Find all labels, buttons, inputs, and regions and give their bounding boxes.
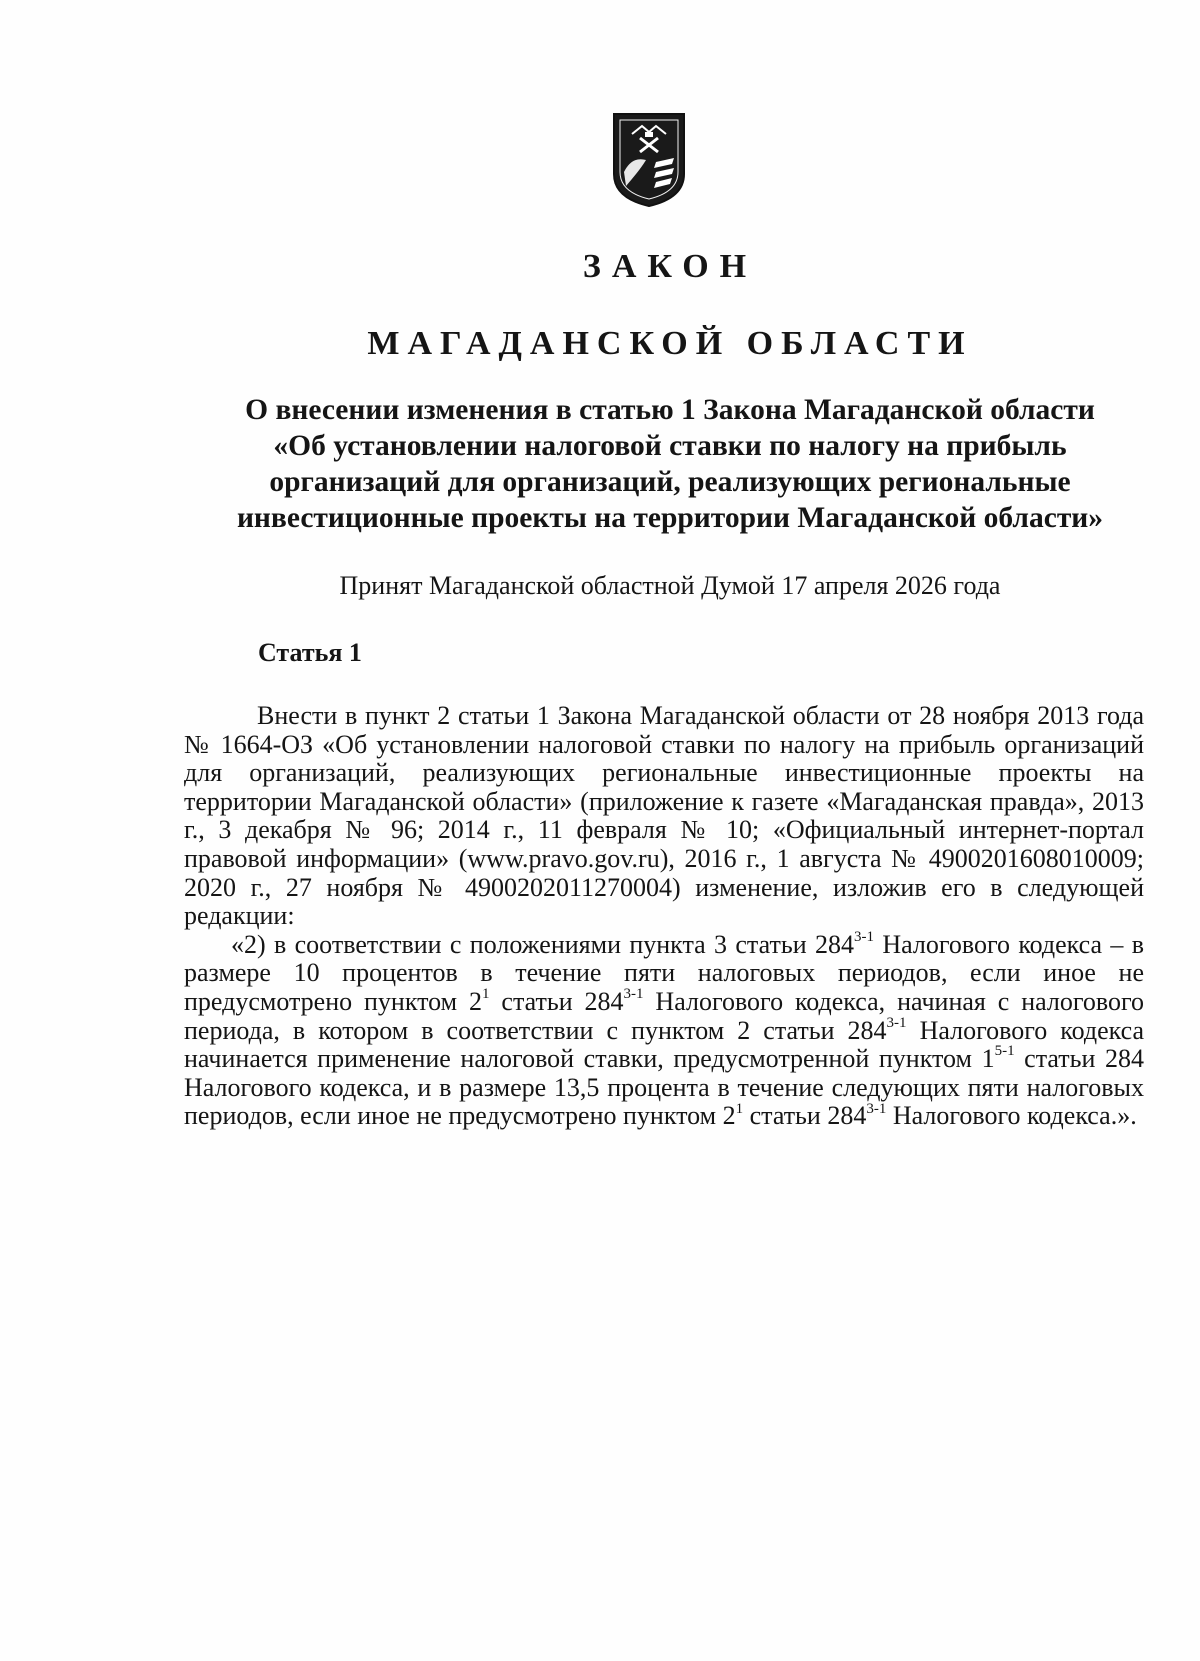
superscript: 3-1 [886, 1014, 907, 1031]
law-word: ЗАКОН [582, 248, 758, 285]
title-line: организаций для организаций, реализующих региональные [269, 466, 1071, 498]
title-line: О внесении изменения в статью 1 Закона Магаданской области [245, 394, 1095, 426]
text-run: Налогового кодекса начинается применение налоговой ставки, предусмотренной пунктом 1 [184, 1015, 1144, 1074]
article-heading: Статья 1 [258, 638, 362, 667]
text-run: статьи 284 [489, 986, 624, 1016]
paragraph-amendment: Внести в пункт 2 статьи 1 Закона Магаданской области от 28 ноября 2013 года № 1664-ОЗ «Об установлении налоговой ставки по налогу на прибыль организаций для организаций, реализующих региональные инвестиционные проекты на территории Магаданской области» (приложение к газете «Магаданская правда», 2013 г., 3 декабря № 96; 2014 г., 11 февраля № 10; «Официальный интернет-портал правовой информации» (www.pravo.gov.ru), 2016 г., 1 августа № 4900201608010009; 2020 г., 27 ноября № 4900202011270004) изменение, изложив его в следующей редакции: [184, 701, 1144, 931]
text-run: Налогового кодекса, начиная с налогового периода, в котором в соответствии с пунктом 2 статьи 284 [184, 986, 1145, 1045]
superscript: 1 [735, 1100, 744, 1117]
adoption-note: Принят Магаданской областной Думой 17 апреля 2026 года [339, 571, 1001, 600]
superscript: 5-1 [994, 1043, 1015, 1060]
title-line: «Об установлении налоговой ставки по налогу на прибыль [273, 430, 1067, 462]
text-run: статьи 284 [743, 1101, 867, 1131]
text-run: статьи 284 Налогового кодекса, и в размере 13,5 процента в течение следующих пяти налоговых периодов, если иное не предусмотрено пунктом 2 [184, 1044, 1144, 1131]
text-run: Налогового кодекса – в размере 10 процентов в течение пяти налоговых периодов, если иное не предусмотрено пунктом 2 [184, 929, 1145, 1016]
text-run: «2) в соответствии с положениями пункта 3 статьи 284 [231, 929, 854, 959]
superscript: 1 [482, 986, 490, 1003]
title-line: инвестиционные проекты на территории Магаданской области» [236, 502, 1104, 534]
superscript: 3-1 [853, 929, 874, 946]
law-title [160, 392, 1180, 536]
superscript: 3-1 [866, 1100, 887, 1117]
coat-of-arms-icon [612, 112, 686, 208]
article-body [184, 702, 1144, 1131]
text-run: Налогового кодекса.». [886, 1101, 1137, 1131]
paragraph-new-wording [184, 931, 1144, 1131]
superscript: 3-1 [623, 986, 644, 1003]
region-name: МАГАДАНСКОЙ ОБЛАСТИ [367, 325, 973, 362]
